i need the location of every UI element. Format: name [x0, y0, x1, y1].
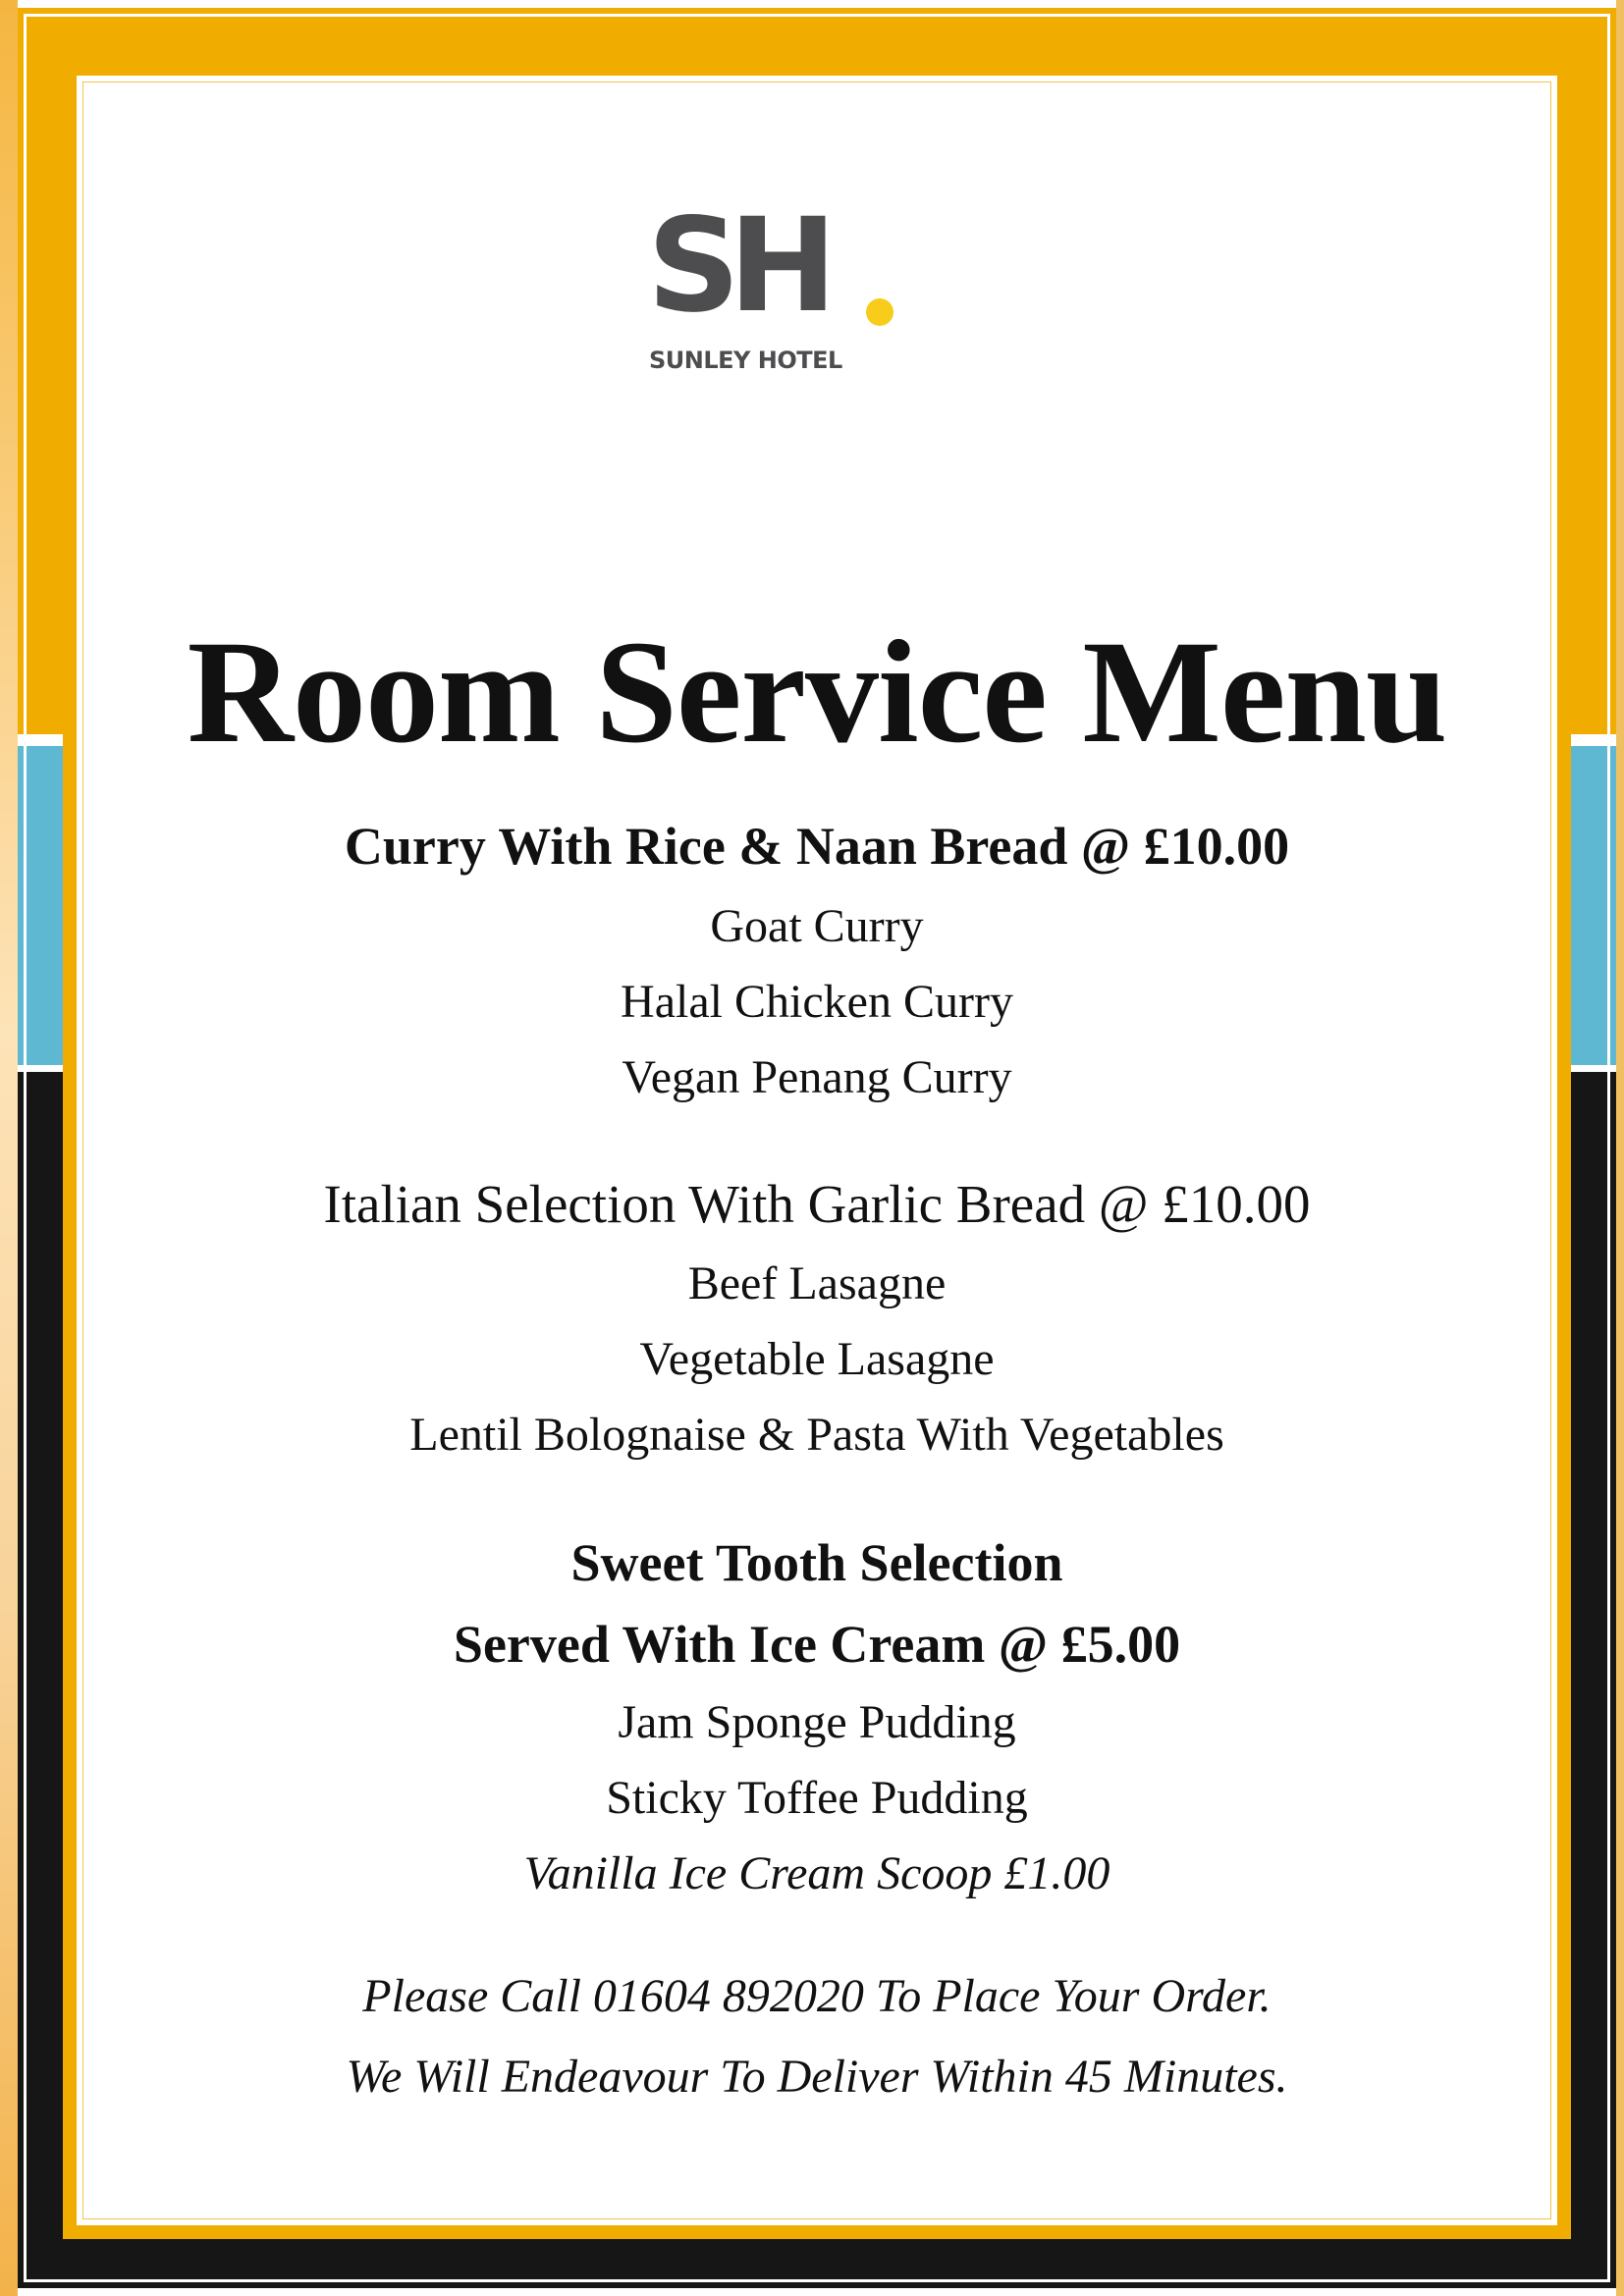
menu-item: Halal Chicken Curry [621, 976, 1013, 1028]
section-heading-sweet: Sweet Tooth Selection [570, 1533, 1063, 1592]
menu-item: Lentil Bolognaise & Pasta With Vegetables [409, 1409, 1224, 1461]
section-subheading-sweet: Served With Ice Cream @ £5.00 [453, 1615, 1181, 1674]
menu-item-extra: Vanilla Ice Cream Scoop £1.00 [523, 1847, 1110, 1899]
hotel-logo [647, 190, 981, 447]
menu-item: Jam Sponge Pudding [618, 1696, 1016, 1748]
frame-edge-right [1616, 0, 1624, 2296]
section-heading-curry: Curry With Rice & Naan Bread @ £10.00 [344, 817, 1290, 876]
menu-item: Sticky Toffee Pudding [606, 1772, 1028, 1824]
menu-item: Beef Lasagne [687, 1257, 947, 1309]
menu-item: Vegetable Lasagne [639, 1333, 995, 1385]
frame-edge-left [0, 0, 18, 2296]
menu-item: Goat Curry [710, 900, 924, 952]
section-heading-italian: Italian Selection With Garlic Bread @ £10.00 [323, 1174, 1311, 1234]
logo-hotel-name: SUNLEY HOTEL [649, 347, 842, 374]
order-instructions: Please Call 01604 892020 To Place Your Order. [362, 1970, 1272, 2022]
menu-item: Vegan Penang Curry [622, 1051, 1012, 1103]
logo-mark: SH [647, 190, 826, 342]
menu-content [75, 74, 1559, 2227]
delivery-note: We Will Endeavour To Deliver Within 45 Minutes. [346, 2051, 1288, 2103]
logo-dot-icon [866, 298, 893, 326]
page-title: Room Service Menu [187, 611, 1447, 774]
